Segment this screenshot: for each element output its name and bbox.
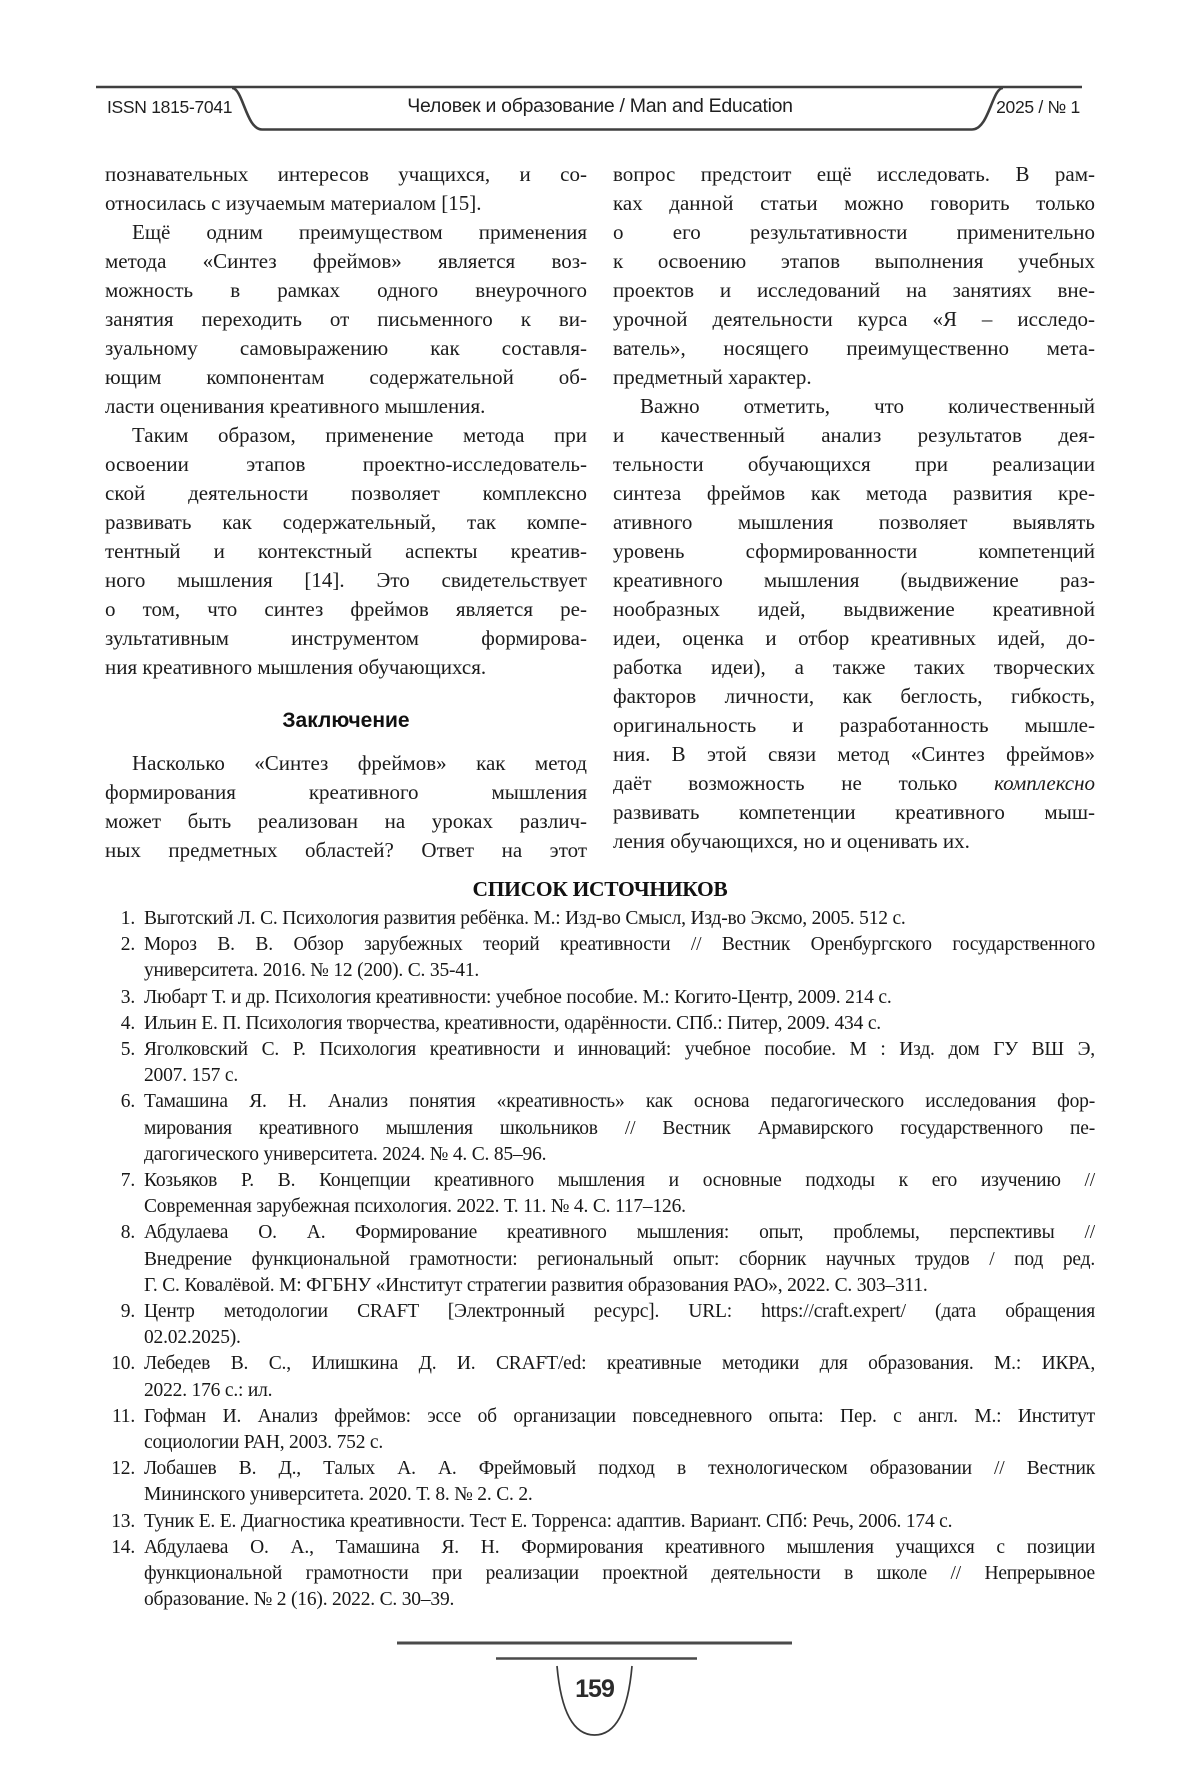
text-segment: креативного мышления (выдвижение раз- <box>613 568 1095 592</box>
reference-line: Выготский Л. С. Психология развития ребёнка. М.: Изд-во Смысл, Изд-во Эксмо, 2005. 512 с. <box>144 908 906 929</box>
text-segment: ватель», носящего преимущественно мета- <box>613 336 1095 360</box>
text-segment: ного мышления [14]. Это свидетельствует <box>105 568 587 592</box>
reference-line: Современная зарубежная психология. 2022. Т. 11. № 4. С. 117–126. <box>144 1196 686 1218</box>
body-text-line <box>613 682 1095 711</box>
reference-item <box>105 1456 1095 1508</box>
body-text-line <box>105 778 587 807</box>
text-segment: синтеза фреймов как метода развития кре- <box>613 481 1095 505</box>
body-text-line <box>105 508 587 537</box>
page-number: 159 <box>575 1675 614 1703</box>
body-text-line <box>105 807 587 836</box>
reference-line: Внедрение функциональной грамотности: региональный опыт: сборник научных трудов / под ред. <box>144 1248 1095 1270</box>
body-text-line <box>613 392 1095 421</box>
text-segment: Ещё одним преимуществом применения <box>132 220 587 244</box>
reference-item <box>105 1299 1095 1351</box>
text-segment: формирования креативного мышления <box>105 780 587 804</box>
reference-text <box>144 1220 1095 1299</box>
reference-text <box>144 1351 1095 1403</box>
text-segment: даёт возможность не только <box>613 771 995 795</box>
body-text-line <box>613 624 1095 653</box>
text-segment: ативного мышления позволяет выявлять <box>613 510 1095 534</box>
reference-item <box>105 1220 1095 1299</box>
reference-text <box>144 1509 1095 1535</box>
reference-line: мирования креативного мышления школьников // Вестник Армавирского государственного пе- <box>144 1117 1095 1139</box>
text-segment: идеи, оценка и отбор креативных идей, до- <box>613 626 1095 650</box>
text-segment: зуальному самовыражению как составля- <box>105 336 587 360</box>
body-text-line <box>613 421 1095 450</box>
text-segment: относилась с изучаемым материалом [15]. <box>105 191 482 215</box>
reference-line: 2007. 157 с. <box>144 1065 239 1087</box>
reference-line: Абдулаева О. А., Тамашина Я. Н. Формирования креативного мышления учащихся с позиции <box>144 1536 1095 1558</box>
body-text-line <box>613 740 1095 769</box>
reference-line: Гофман И. Анализ фреймов: эссе об организации повседневного опыта: Пер. с англ. М.: Институт <box>144 1405 1095 1427</box>
reference-line: Лебедев В. С., Илишкина Д. И. CRAFT/ed: креативные методики для образования. М.: ИКРА, <box>144 1353 1095 1375</box>
reference-line: Ильин Е. П. Психология творчества, креативности, одарённости. СПб.: Питер, 2009. 434 с. <box>144 1012 881 1034</box>
reference-text <box>144 932 1095 984</box>
text-segment: развивать как содержательный, так компе- <box>105 510 587 534</box>
body-text-line <box>613 653 1095 682</box>
text-segment: проектов и исследований на занятиях вне- <box>613 278 1095 302</box>
reference-item <box>105 985 1095 1011</box>
conclusion-heading: Заключение <box>282 709 410 732</box>
reference-number: 5. <box>120 1039 135 1061</box>
text-segment: Важно отметить, что количественный <box>640 394 1095 418</box>
reference-number: 9. <box>120 1301 135 1323</box>
body-text-line <box>105 421 587 450</box>
body-text-line <box>613 450 1095 479</box>
reference-item <box>105 1089 1095 1168</box>
text-segment: метода «Синтез фреймов» является воз- <box>105 249 587 273</box>
text-segment: ния. В этой связи метод «Синтез фреймов» <box>613 742 1095 766</box>
reference-item <box>105 1404 1095 1456</box>
body-text-line <box>105 566 587 595</box>
reference-text <box>144 1456 1095 1508</box>
body-text-line <box>613 334 1095 363</box>
reference-line: Любарт Т. и др. Психология креативности: учебное пособие. М.: Когито-Центр, 2009. 214 с. <box>144 986 892 1008</box>
text-segment: ках данной статьи можно говорить только <box>613 191 1095 215</box>
reference-number: 7. <box>120 1170 135 1192</box>
body-text-line <box>613 305 1095 334</box>
body-text-line <box>105 305 587 334</box>
reference-item <box>105 1535 1095 1614</box>
text-segment: ния креативного мышления обучающихся. <box>105 655 487 679</box>
body-text-line <box>613 798 1095 827</box>
text-segment: ющим компонентам содержательной об- <box>105 365 587 389</box>
body-text-line <box>613 711 1095 740</box>
body-text-line <box>613 769 1095 798</box>
text-segment: и качественный анализ результатов дея- <box>613 423 1095 447</box>
reference-line: функциональной грамотности при реализации проектной деятельности в школе // Непрерывное <box>144 1563 1095 1585</box>
reference-line: Яголковский С. Р. Психология креативности и инноваций: учебное пособие. М : Изд. дом ГУ ВШ Э, <box>144 1039 1095 1061</box>
reference-line: 2022. 176 с.: ил. <box>144 1379 273 1401</box>
text-segment: ласти оценивания креативного мышления. <box>105 394 486 418</box>
reference-line: 02.02.2025). <box>144 1327 241 1349</box>
body-text-line <box>105 624 587 653</box>
reference-number: 8. <box>120 1222 135 1244</box>
reference-line: Козьяков Р. В. Концепции креативного мышления и основные подходы к его изучению // <box>144 1170 1095 1192</box>
references-title: СПИСОК ИСТОЧНИКОВ <box>472 877 728 901</box>
references-list <box>105 906 1095 1613</box>
text-segment: оригинальность и разработанность мышле- <box>613 713 1095 737</box>
reference-text <box>144 906 1095 932</box>
reference-text <box>144 1011 1095 1037</box>
reference-line: Туник Е. Е. Диагностика креативности. Тест Е. Торренса: адаптив. Вариант. СПб: Речь, 2006. 174 с. <box>144 1510 953 1532</box>
body-text-line <box>105 450 587 479</box>
body-text-line <box>105 334 587 363</box>
reference-number: 6. <box>120 1091 135 1113</box>
article-right-column <box>613 160 1095 856</box>
text-segment: уровень сформированности компетенций <box>613 539 1095 563</box>
body-text-line <box>613 827 1095 856</box>
text-segment: может быть реализован на уроках различ- <box>105 809 587 833</box>
body-text-line <box>613 189 1095 218</box>
text-segment: ления обучающихся, но и оценивать их. <box>613 829 970 853</box>
reference-line: Г. С. Ковалёвой. М: ФГБНУ «Институт стратегии развития образования РАО», 2022. С. 303–311. <box>144 1274 928 1296</box>
body-text-line <box>613 363 1095 392</box>
reference-line: дагогического университета. 2024. № 4. С. 85–96. <box>144 1143 547 1165</box>
reference-text <box>144 1535 1095 1614</box>
text-segment: предметный характер. <box>613 365 812 389</box>
reference-number: 1. <box>120 908 135 929</box>
text-segment: ных предметных областей? Ответ на этот <box>105 838 587 862</box>
reference-item <box>105 1509 1095 1535</box>
reference-item <box>105 932 1095 984</box>
text-segment: Таким образом, применение метода при <box>132 423 587 447</box>
reference-line: Мороз В. В. Обзор зарубежных теорий креативности // Вестник Оренбургского государственного <box>144 934 1095 956</box>
text-segment: к освоению этапов выполнения учебных <box>613 249 1095 273</box>
text-segment: развивать компетенции креативного мыш- <box>613 800 1095 824</box>
reference-number: 14. <box>111 1536 135 1558</box>
body-text-line <box>105 595 587 624</box>
header-issue-number: 2025 / № 1 <box>996 97 1080 117</box>
reference-text <box>144 1089 1095 1168</box>
body-text-line <box>105 363 587 392</box>
header-journal-title: Человек и образование / Man and Education <box>407 95 793 117</box>
reference-number: 11. <box>111 1405 135 1427</box>
reference-line: Тамашина Я. Н. Анализ понятия «креативность» как основа педагогического исследования фор- <box>144 1091 1095 1113</box>
reference-number: 13. <box>111 1510 135 1532</box>
text-segment: тентный и контекстный аспекты креатив- <box>105 539 587 563</box>
text-segment: познавательных интересов учащихся, и со- <box>105 162 587 186</box>
reference-text <box>144 1404 1095 1456</box>
reference-item <box>105 1168 1095 1220</box>
body-text-line <box>613 566 1095 595</box>
reference-item <box>105 1351 1095 1403</box>
reference-number: 4. <box>120 1012 135 1034</box>
text-segment: вопрос предстоит ещё исследовать. В рам- <box>613 162 1095 186</box>
reference-item <box>105 906 1095 932</box>
reference-number: 10. <box>111 1353 135 1375</box>
reference-item <box>105 1011 1095 1037</box>
text-segment: о его результативности применительно <box>613 220 1095 244</box>
reference-line: социологии РАН, 2003. 752 с. <box>144 1432 384 1454</box>
text-segment: освоении этапов проектно-исследователь- <box>105 452 587 476</box>
body-text-line <box>105 836 587 865</box>
body-text-line <box>105 479 587 508</box>
reference-line: университета. 2016. № 12 (200). С. 35-41. <box>144 960 480 982</box>
text-segment: работка идеи), а также таких творческих <box>613 655 1095 679</box>
body-text-line <box>105 392 587 421</box>
body-text-line <box>105 247 587 276</box>
reference-line: Мининского университета. 2020. Т. 8. № 2. С. 2. <box>144 1484 533 1506</box>
body-text-line <box>613 276 1095 305</box>
text-segment: урочной деятельности курса «Я – исследо- <box>613 307 1095 331</box>
body-text-line <box>105 218 587 247</box>
body-text-line <box>105 276 587 305</box>
body-text-line <box>105 160 587 189</box>
header-issn: ISSN 1815-7041 <box>107 97 233 117</box>
text-segment: ской деятельности позволяет комплексно <box>105 481 587 505</box>
body-text-line <box>105 749 587 778</box>
body-text-line <box>613 218 1095 247</box>
italic-text: комплексно <box>994 771 1095 795</box>
body-text-line <box>613 508 1095 537</box>
body-text-line <box>105 189 587 218</box>
body-text-line <box>613 160 1095 189</box>
reference-text <box>144 985 1095 1011</box>
text-segment: Насколько «Синтез фреймов» как метод <box>132 751 587 775</box>
text-segment: можность в рамках одного внеурочного <box>105 278 587 302</box>
text-segment: о том, что синтез фреймов является ре- <box>105 597 587 621</box>
reference-number: 3. <box>120 986 135 1008</box>
text-segment: факторов личности, как беглость, гибкость, <box>613 684 1095 708</box>
text-segment: занятия переходить от письменного к ви- <box>105 307 587 331</box>
body-text-line <box>613 479 1095 508</box>
reference-line: Лобашев В. Д., Талых А. А. Фреймовый подход в технологическом образовании // Вестник <box>144 1458 1095 1480</box>
reference-item <box>105 1037 1095 1089</box>
reference-line: образование. № 2 (16). 2022. С. 30–39. <box>144 1589 455 1611</box>
reference-number: 12. <box>111 1458 135 1480</box>
body-text-line <box>613 595 1095 624</box>
reference-line: Абдулаева О. А. Формирование креативного мышления: опыт, проблемы, перспективы // <box>144 1222 1095 1244</box>
body-text-line <box>105 537 587 566</box>
reference-line: Центр методологии CRAFT [Электронный ресурс]. URL: https://craft.expert/ (дата обращения <box>144 1301 1095 1323</box>
text-segment: нообразных идей, выдвижение креативной <box>613 597 1095 621</box>
reference-number: 2. <box>120 934 135 956</box>
body-text-line <box>613 247 1095 276</box>
reference-text <box>144 1299 1095 1351</box>
text-segment: тельности обучающихся при реализации <box>613 452 1095 476</box>
reference-text <box>144 1037 1095 1089</box>
body-text-line <box>105 653 587 682</box>
reference-text <box>144 1168 1095 1220</box>
body-text-line <box>613 537 1095 566</box>
text-segment: зультативным инструментом формирова- <box>105 626 587 650</box>
article-left-column <box>105 160 587 865</box>
